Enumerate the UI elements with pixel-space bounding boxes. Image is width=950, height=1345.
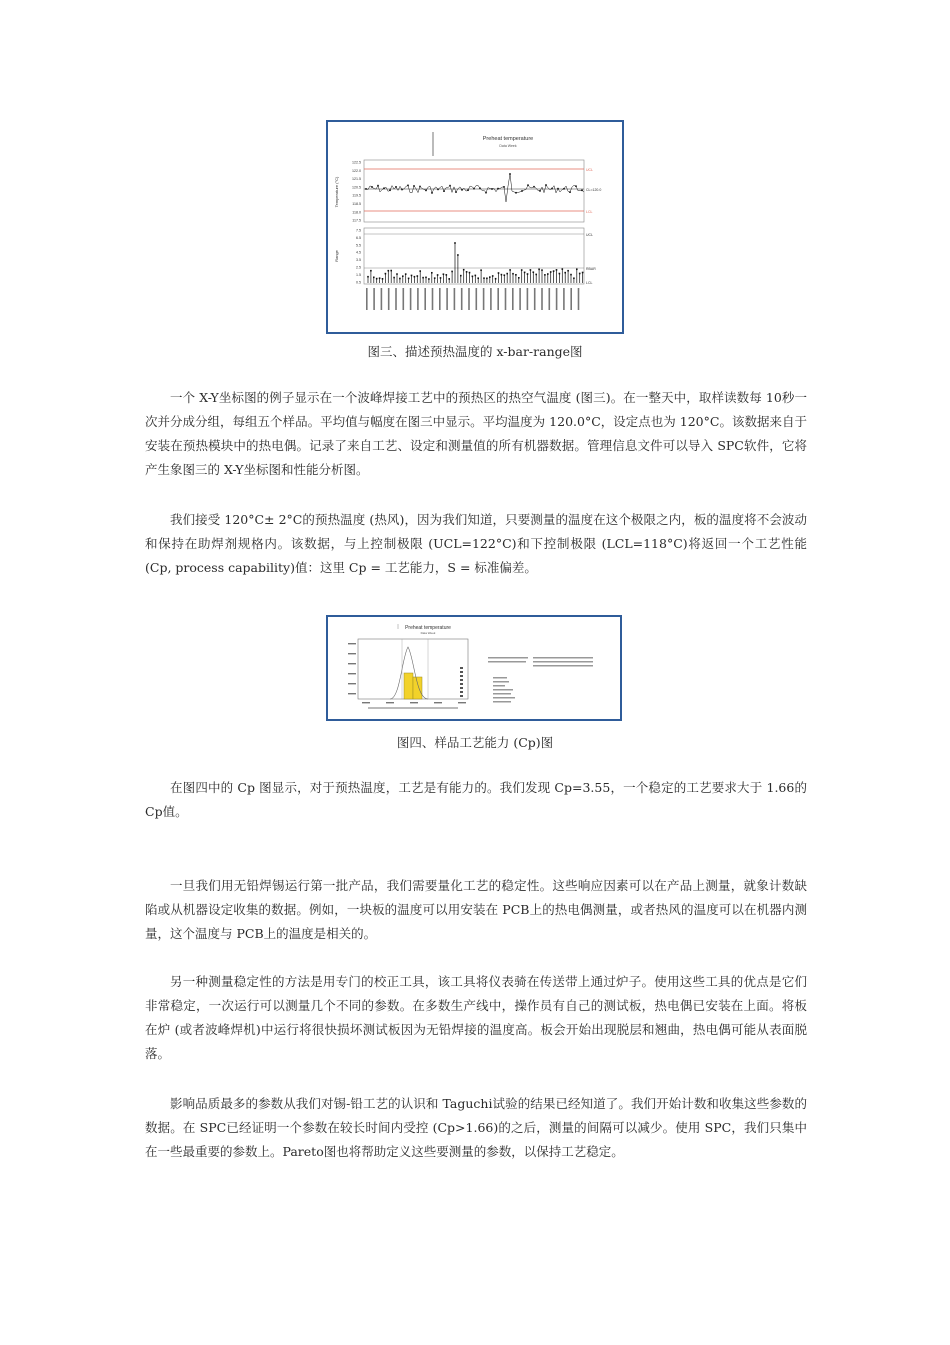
bullet-mark: [460, 667, 463, 669]
x-axis-label-mark: [381, 288, 383, 310]
range-point: [446, 274, 448, 276]
x-axis-label-mark: [417, 288, 419, 310]
bullet-mark: [460, 691, 463, 693]
bottom-rbar-label: RBAR: [586, 267, 596, 271]
x-axis-label-mark: [403, 288, 405, 310]
range-point: [533, 271, 535, 273]
x-axis-label-mark: [395, 288, 397, 310]
top-tick-label: 118.5: [352, 202, 361, 206]
range-point: [486, 278, 488, 280]
range-point: [515, 274, 517, 276]
range-point: [428, 278, 430, 280]
x-axis-label-mark: [432, 288, 434, 310]
range-point: [414, 276, 416, 278]
x-axis-label-mark: [534, 288, 536, 310]
range-point: [388, 270, 390, 272]
range-point: [483, 277, 485, 279]
range-point: [367, 276, 369, 278]
range-point: [457, 254, 459, 256]
figure-cp-chart: [326, 615, 622, 721]
range-point: [562, 268, 564, 270]
x-axis-label-mark: [366, 288, 368, 310]
range-point: [469, 272, 471, 274]
x-axis-label-mark: [541, 288, 543, 310]
range-point: [498, 272, 500, 274]
x-axis-label-mark: [461, 288, 463, 310]
range-point: [376, 278, 378, 280]
figure-xbar-range-chart: [326, 120, 624, 334]
range-point: [443, 273, 445, 275]
range-point: [448, 278, 450, 280]
histogram-bar-left: [404, 673, 413, 699]
top-tick-label: 122.5: [352, 160, 361, 165]
x-tick-mark: [362, 702, 370, 703]
y-tick-mark: [348, 673, 356, 674]
paragraph-1: 一个 X-Y坐标图的例子显示在一个波峰焊接工艺中的预热区的热空气温度 (图三)。在一整天中，取样读数每 10秒一次并分成分组，每组五个样品。平均值与幅度在图三中显示。平均温度为 120.0°C，设定点也为 120°C。该数据来自于安装在预热模块中的热电偶。记录了来自工艺、设定和测量值的所有机器数据。管理信息文件可以导入 SPC软件，它将产生象图三的 X-Y坐标图和性能分析图。: [145, 390, 807, 477]
bottom-tick-label: 5.5: [356, 243, 361, 248]
range-point: [576, 268, 578, 270]
paragraph-6: 影响品质最多的参数从我们对锡-铅工艺的认识和 Taguchi试验的结果已经知道了。我们开始计数和收集这些参数的数据。在 SPC已经证明一个参数在较长时间内受控 (Cp>1.66)的之后，测量的间隔可以减少。使用 SPC，我们只集中在一些最重要的参数上。Pareto图也将帮助定义这些要测量的参数，以保持工艺稳定。: [145, 1096, 807, 1159]
range-point: [475, 275, 477, 277]
range-point: [460, 275, 462, 277]
bullet-mark: [460, 687, 463, 689]
range-point: [385, 273, 387, 275]
range-point: [370, 270, 372, 272]
bottom-axis-ticks: [356, 229, 361, 285]
statistic-text-mark: [488, 661, 526, 663]
y-tick-mark: [348, 693, 356, 694]
top-tick-label: 119.5: [352, 193, 361, 198]
statistic-text-mark: [493, 701, 511, 703]
paragraph-5: 另一种测量稳定性的方法是用专门的校正工具，该工具将仪表骑在传送带上通过炉子。使用这些工具的优点是它们非常稳定，一次运行可以测量几个不同的参数。在多数生产线中，操作员有自己的测试板，热电偶已安装在上面。将板在炉 (或者波峰焊机)中运行将很快损坏测试板因为无铅焊接的温度高。板会开始出现脱层和翘曲，热电偶可能从表面脱落。: [145, 974, 807, 1061]
range-point: [524, 272, 526, 274]
x-axis-label-mark: [424, 288, 426, 310]
range-point: [425, 277, 427, 279]
top-lcl-label: LCL: [586, 210, 593, 214]
range-point: [405, 273, 407, 275]
statistic-text-mark: [493, 697, 515, 699]
range-point: [547, 273, 549, 275]
range-point: [521, 269, 523, 271]
x-axis-date-labels: [366, 288, 579, 310]
range-point: [437, 274, 439, 276]
range-point: [417, 275, 419, 277]
range-point: [535, 274, 537, 276]
figure2-subtitle: Data Week: [420, 631, 436, 635]
top-tick-label: 118.0: [352, 210, 361, 215]
x-tick-mark: [410, 702, 418, 703]
x-axis-label-mark: [519, 288, 521, 310]
statistic-text-mark: [493, 689, 513, 691]
cp-chart-svg: [328, 617, 620, 719]
x-axis-label-mark: [578, 288, 580, 310]
range-point: [495, 278, 497, 280]
range-point: [530, 269, 532, 271]
range-point: [582, 272, 584, 274]
x-axis-label-mark: [490, 288, 492, 310]
top-y-axis-label: Temperature (°C): [334, 176, 339, 208]
figure2-caption: 图四、样品工艺能力 (Cp)图: [396, 735, 554, 750]
bottom-ucl-label: UCL: [586, 233, 594, 237]
paragraph-2: 我们接受 120°C± 2°C的预热温度 (热风)，因为我们知道，只要测量的温度在这个极限之内，板的温度将不会波动和保持在助焊剂规格内。该数据，与上控制极限 (UCL=122°C)和下控制极限 (LCL=118°C)将返回一个工艺性能 (Cp, process capability)值：这里 Cp = 工艺能力，S = 标准偏差。: [145, 512, 807, 575]
statistic-text-mark: [488, 657, 528, 659]
range-point: [573, 277, 575, 279]
bottom-tick-label: 7.5: [356, 228, 361, 233]
top-tick-label: 122.0: [352, 168, 361, 173]
bullet-mark: [460, 695, 463, 697]
top-tick-label: 121.5: [352, 177, 361, 182]
y-tick-mark: [348, 643, 356, 644]
x-axis-label-mark: [527, 288, 529, 310]
range-point: [489, 276, 491, 278]
range-point: [559, 273, 561, 275]
x-axis-label-mark: [570, 288, 572, 310]
bullet-mark: [460, 675, 463, 677]
xbar-series: [365, 173, 584, 202]
histogram-y-ticks: [348, 643, 356, 694]
x-axis-label-mark: [563, 288, 565, 310]
x-axis-label-mark: [373, 288, 375, 310]
figure1-title: Preheat temperature: [482, 136, 534, 142]
paragraph-4: 一旦我们用无铅焊锡运行第一批产品，我们需要量化工艺的稳定性。这些响应因素可以在产品上测量，就象计数缺陷或从机器设定收集的数据。例如，一块板的温度可以用安装在 PCB上的热电偶测量，或者热风的温度可以在机器内测量，这个温度与 PCB上的温度是相关的。: [145, 878, 807, 941]
bottom-tick-label: 4.5: [356, 250, 361, 255]
range-point: [466, 271, 468, 273]
x-axis-label-mark: [497, 288, 499, 310]
range-point: [501, 274, 503, 276]
range-point: [454, 242, 456, 244]
bottom-tick-label: 3.5: [356, 258, 361, 263]
range-point: [564, 272, 566, 274]
x-axis-label-mark: [483, 288, 485, 310]
paragraph-3: 在图四中的 Cp 图显示，对于预热温度，工艺是有能力的。我们发现 Cp=3.55，一个稳定的工艺要求大于 1.66的 Cp值。: [145, 780, 807, 819]
range-point: [579, 273, 581, 275]
statistic-text-mark: [493, 685, 505, 687]
range-point: [518, 277, 520, 279]
x-tick-mark: [386, 702, 394, 703]
range-point: [408, 278, 410, 280]
statistic-text-mark: [533, 657, 593, 659]
top-axis-ticks: [352, 161, 361, 223]
y-tick-mark: [348, 683, 356, 684]
range-point: [556, 269, 558, 271]
statistic-text-mark: [533, 661, 593, 663]
xbar-range-svg: [328, 122, 622, 332]
range-point: [512, 273, 514, 275]
bullet-mark: [460, 683, 463, 685]
range-point: [440, 277, 442, 279]
top-tick-label: 117.5: [352, 218, 361, 223]
statistic-text-mark: [493, 693, 511, 695]
x-tick-mark: [434, 702, 442, 703]
range-point: [567, 270, 569, 272]
x-axis-label-mark: [549, 288, 551, 310]
range-point: [390, 270, 392, 272]
range-point: [379, 277, 381, 279]
x-axis-label-mark: [505, 288, 507, 310]
top-tick-label: 120.5: [352, 185, 361, 190]
top-ucl-label: UCL: [586, 168, 594, 172]
range-point: [422, 277, 424, 279]
range-point: [399, 278, 401, 280]
range-point: [451, 271, 453, 273]
range-point: [396, 273, 398, 275]
histogram-x-ticks: [362, 702, 466, 703]
axis-caption-smudge: [368, 707, 458, 709]
range-point: [477, 277, 479, 279]
x-axis-label-mark: [439, 288, 441, 310]
bottom-lcl-label: LCL: [586, 281, 593, 285]
range-point: [527, 273, 529, 275]
bottom-y-axis-label: Range: [334, 250, 339, 262]
bullet-mark: [460, 679, 463, 681]
x-axis-label-mark: [512, 288, 514, 310]
range-point: [544, 274, 546, 276]
range-point: [431, 272, 433, 274]
statistic-text-mark: [533, 665, 593, 667]
histogram-bar-right: [413, 677, 422, 699]
range-point: [373, 277, 375, 279]
x-axis-label-mark: [476, 288, 478, 310]
range-point: [419, 270, 421, 272]
range-point: [541, 269, 543, 271]
range-point: [538, 269, 540, 271]
range-point: [472, 276, 474, 278]
bottom-tick-label: 1.5: [356, 272, 361, 277]
statistics-panel: [460, 657, 593, 703]
range-point: [411, 275, 413, 277]
x-tick-mark: [458, 702, 466, 703]
x-axis-label-mark: [454, 288, 456, 310]
x-axis-label-mark: [556, 288, 558, 310]
x-axis-label-mark: [410, 288, 412, 310]
range-point: [434, 277, 436, 279]
range-point: [550, 271, 552, 273]
range-point: [463, 269, 465, 271]
range-point: [553, 270, 555, 272]
range-point: [393, 277, 395, 279]
bottom-tick-label: 2.5: [356, 265, 361, 270]
statistic-text-mark: [493, 681, 509, 683]
range-point: [402, 275, 404, 277]
range-point: [506, 273, 508, 275]
bottom-tick-label: 0.5: [356, 280, 361, 285]
top-cl-label: CL=120.0: [586, 188, 602, 192]
y-tick-mark: [348, 663, 356, 664]
figure2-title: Preheat temperature: [405, 625, 451, 631]
range-point: [480, 269, 482, 271]
range-point: [504, 274, 506, 276]
x-axis-label-mark: [446, 288, 448, 310]
figure1-subtitle: Data Week: [499, 144, 517, 148]
statistic-text-mark: [493, 677, 507, 679]
bottom-tick-label: 6.5: [356, 235, 361, 240]
range-point: [509, 269, 511, 271]
x-axis-label-mark: [468, 288, 470, 310]
range-series: [367, 242, 583, 283]
range-point: [492, 275, 494, 277]
range-point: [382, 278, 384, 280]
bullet-mark: [460, 671, 463, 673]
figure1-caption: 图三、描述预热温度的 x-bar-range图: [367, 344, 583, 359]
x-axis-label-mark: [388, 288, 390, 310]
y-tick-mark: [348, 653, 356, 654]
range-point: [570, 274, 572, 276]
